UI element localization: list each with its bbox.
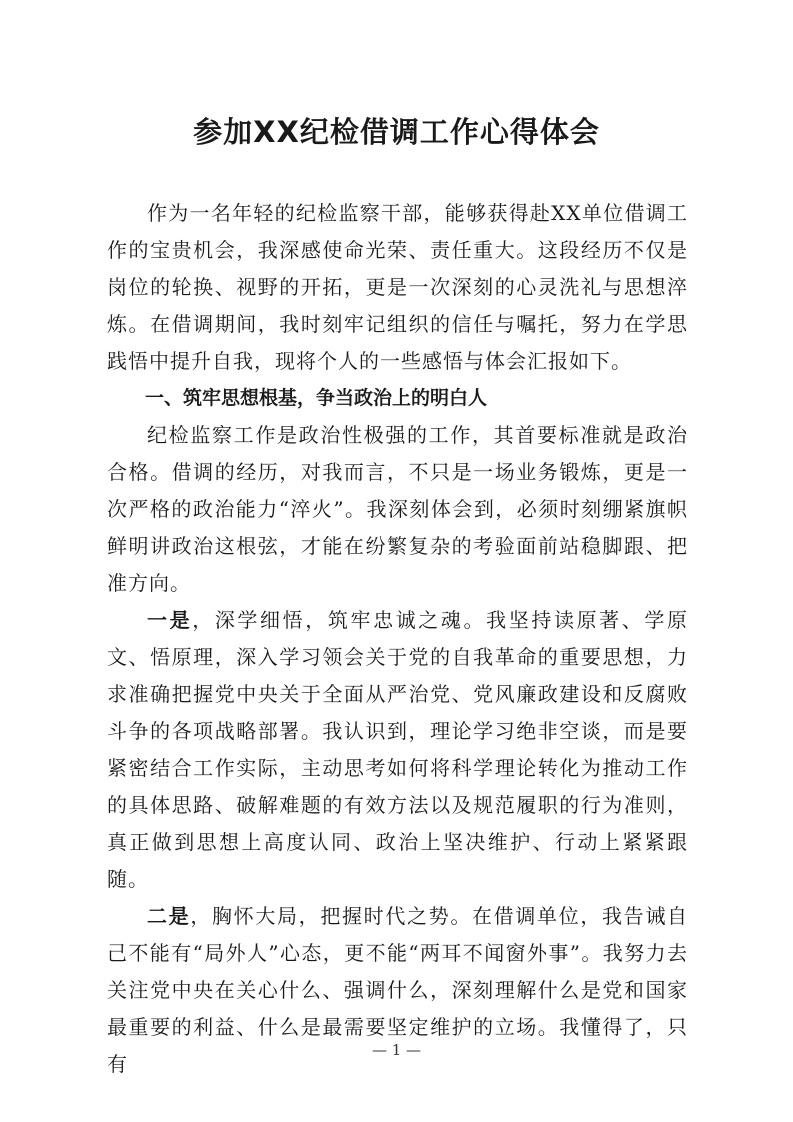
point-lead: 一是 — [147, 608, 193, 632]
intro-paragraph — [107, 195, 688, 380]
paragraph-text: ，深学细悟，筑牢忠诚之魂。我坚持读原著、学原文、悟原理，深入学习领会关于党的自我革命的重要思想，力求准确把握党中央关于全面从严治党、党风廉政建设和反腐败斗争的各项战略部署。我认识到，理论学习绝非空谈，而是要紧密结合工作实际，主动思考如何将科学理论转化为推动工作的具体思路、破解难题的有效方法以及规范履职的行为准则，真正做到思想上高度认同、政治上坚决维护、行动上紧紧跟随。 — [107, 608, 689, 891]
section-paragraph — [107, 417, 688, 602]
paragraph-text: ，胸怀大局，把握时代之势。在借调单位，我告诫自己不能有“局外人”心态，更不能“两耳不闻窗外事”。我努力去关注党中央在关心什么、强调什么，深刻理解什么是党和国家最重要的利益、什么是最需要坚定维护的立场。我懂得了，只有 — [107, 904, 689, 1076]
paragraph-text: 作为一名年轻的纪检监察干部，能够获得赴XX单位借调工作的宝贵机会，我深感使命光荣、责任重大。这段经历不仅是岗位的轮换、视野的开拓，更是一次深刻的心灵洗礼与思想淬炼。在借调期间，我时刻牢记组织的信任与嘱托，努力在学思践悟中提升自我，现将个人的一些感悟与体会汇报如下。 — [107, 201, 688, 373]
document-body — [107, 195, 688, 1083]
paragraph-text: 纪检监察工作是政治性极强的工作，其首要标准就是政治合格。借调的经历，对我而言，不只是一场业务锻炼，更是一次严格的政治能力“淬火”。我深刻体会到，必须时刻绷紧旗帜鲜明讲政治这根弦，才能在纷繁复杂的考验面前站稳脚跟、把准方向。 — [107, 423, 688, 595]
point-one-paragraph — [107, 602, 688, 898]
page-number: — 1 — — [371, 1041, 422, 1059]
section-heading: 一、筑牢思想根基，争当政治上的明白人 — [145, 387, 488, 409]
point-lead: 二是 — [147, 904, 191, 928]
document-title: 参加XX纪检借调工作心得体会 — [193, 115, 600, 149]
